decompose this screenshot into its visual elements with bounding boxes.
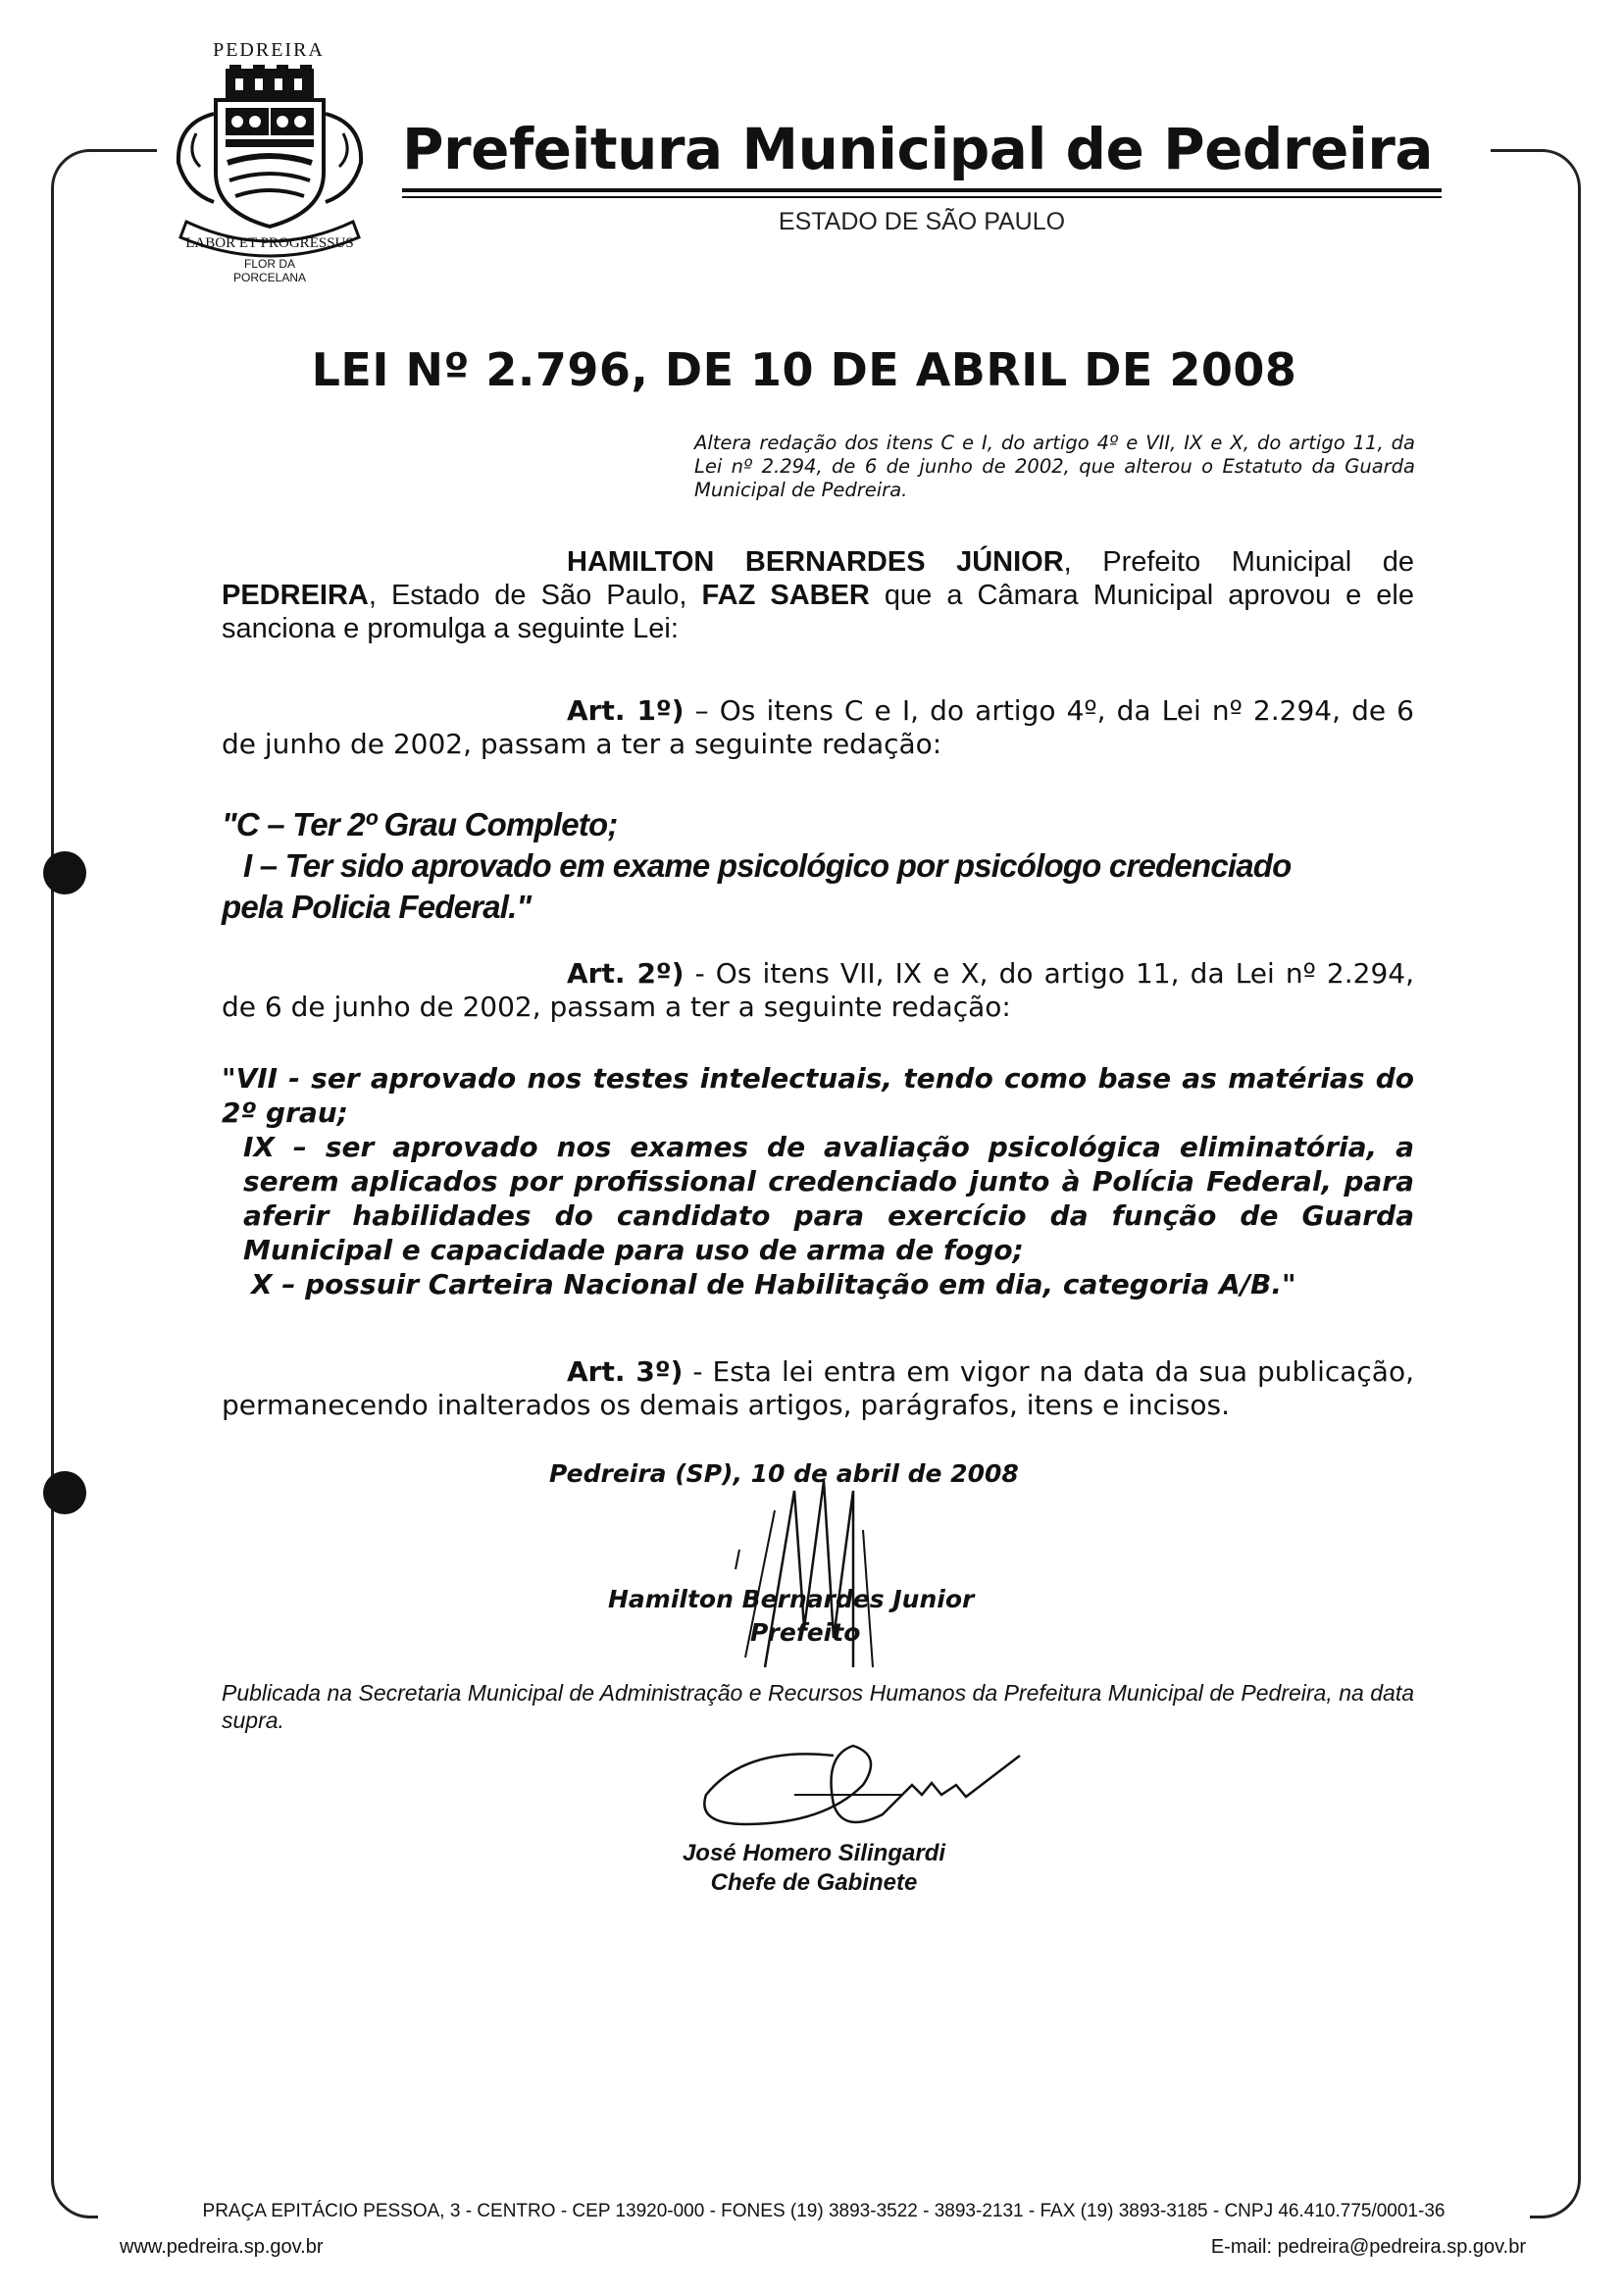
municipal-crest xyxy=(157,39,382,304)
article-3: Art. 3º) - Esta lei entra em vigor na data da sua publicação, permanecendo inalterados os demais artigos, parágrafos, itens e incisos. xyxy=(222,1355,1414,1421)
article-2: Art. 2º) - Os itens VII, IX e X, do artigo 11, da Lei nº 2.294, de 6 de junho de 2002, passam a ter a seguinte redação: xyxy=(222,957,1414,1023)
org-subtitle: ESTADO DE SÃO PAULO xyxy=(778,208,1066,235)
footer-address: PRAÇA EPITÁCIO PESSOA, 3 - CENTRO - CEP 13920-000 - FONES (19) 3893-3522 - 3893-2131 - FAX (19) 3893-3185 - CNPJ 46.410.775/0001-36 xyxy=(202,2201,1446,2221)
chief-role: Chefe de Gabinete xyxy=(710,1869,918,1896)
punch-hole-bottom xyxy=(43,1471,86,1514)
article-1-quote: "C – Ter 2º Grau Completo; I – Ter sido aprovado em exame psicológico por psicólogo credenciado pela Policia Federal." xyxy=(222,806,1292,925)
org-title: Prefeitura Municipal de Pedreira xyxy=(402,116,1433,182)
preamble-paragraph: HAMILTON BERNARDES JÚNIOR, Prefeito Municipal de PEDREIRA, Estado de São Paulo, FAZ SABER que a Câmara Municipal aprovou e ele sanciona e promulga a seguinte Lei: xyxy=(222,546,1414,644)
law-summary: Altera redação dos itens C e I, do artigo 4º e VII, IX e X, do artigo 11, da Lei nº 2.294, de 6 de junho de 2002, que alterou o Estatuto da Guarda Municipal de Pedreira. xyxy=(694,432,1415,501)
crest-bottom-text: FLOR DA PORCELANA xyxy=(232,257,307,284)
article-1: Art. 1º) – Os itens C e I, do artigo 4º, da Lei nº 2.294, de 6 de junho de 2002, passam a ter a seguinte redação: xyxy=(222,694,1414,760)
article-2-quote: "VII - ser aprovado nos testes intelectuais, tendo como base as matérias do 2º grau; IX – ser aprovado nos exames de avaliação psicológica eliminatória, a serem aplicados por profissional credenciado junto à Polícia Federal, para aferir habilidades do candidato para exercício da função de Guarda Municipal e capacidade para uso de arma de fogo; X – possuir Carteira Nacional de Habilitação em dia, categoria A/B." xyxy=(222,1062,1414,1300)
signer-role: Prefeito xyxy=(750,1618,861,1647)
place-date: Pedreira (SP), 10 de abril de 2008 xyxy=(549,1459,1019,1488)
title-rule-thin xyxy=(402,196,1442,198)
punch-hole-top xyxy=(43,851,86,894)
publication-note: Publicada na Secretaria Municipal de Administração e Recursos Humanos da Prefeitura Municipal de Pedreira, na data supra. xyxy=(222,1680,1414,1733)
crest-shield-icon xyxy=(157,65,382,271)
title-rule xyxy=(402,188,1442,192)
signer-name: Hamilton Bernardes Junior xyxy=(608,1585,975,1613)
law-title: LEI Nº 2.796, DE 10 DE ABRIL DE 2008 xyxy=(311,343,1297,396)
chief-name: José Homero Silingardi xyxy=(682,1840,946,1866)
footer-email[interactable]: E-mail: pedreira@pedreira.sp.gov.br xyxy=(1210,2236,1526,2258)
crest-top-text: PEDREIRA xyxy=(213,39,325,61)
crest-motto: LABOR ET PROGRESSUS xyxy=(185,235,354,251)
footer-website[interactable]: www.pedreira.sp.gov.br xyxy=(120,2236,324,2258)
